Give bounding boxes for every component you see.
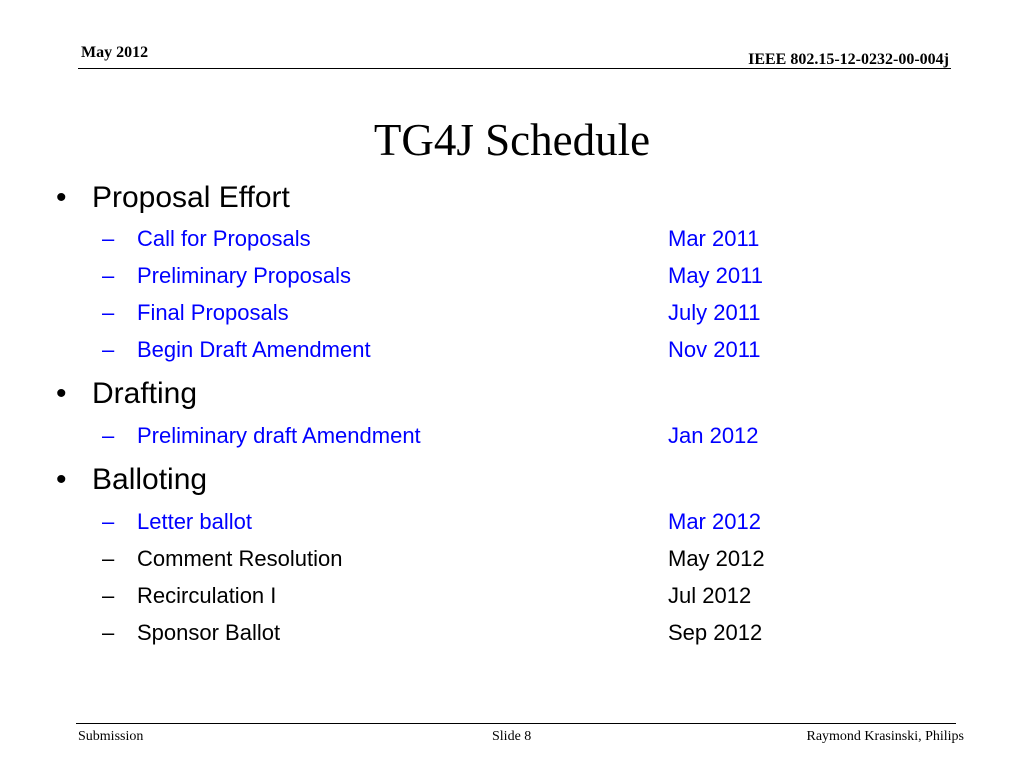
item-label: Preliminary draft Amendment [137,423,421,448]
footer-author: Raymond Krasinski, Philips [806,729,964,744]
bullet-icon: • [56,463,67,496]
item-label: Call for Proposals [137,226,311,251]
item-label: Recirculation I [137,583,277,608]
bullet-icon: • [56,377,67,410]
dash-icon: – [102,337,115,362]
item-date: May 2011 [668,263,763,288]
item-label: Final Proposals [137,300,289,325]
item-date: May 2012 [668,546,765,571]
item-label: Begin Draft Amendment [137,337,371,362]
item-label: Letter ballot [137,509,252,534]
section-label: Drafting [92,377,198,410]
header-divider [78,68,951,69]
item-date: Mar 2011 [668,226,760,251]
item-date: Mar 2012 [668,509,761,534]
dash-icon: – [102,620,115,645]
item-date: Jan 2012 [668,423,759,448]
dash-icon: – [102,546,115,571]
item-date: Jul 2012 [668,583,752,608]
bullet-icon: • [56,181,67,214]
dash-icon: – [102,423,115,448]
dash-icon: – [102,263,115,288]
item-label: Sponsor Ballot [137,620,281,645]
slide-header-date: May 2012 [81,44,149,61]
footer-divider [76,723,956,724]
item-date: July 2011 [668,300,761,325]
dash-icon: – [102,583,115,608]
dash-icon: – [102,226,115,251]
dash-icon: – [102,300,115,325]
section-label: Proposal Effort [92,181,290,214]
slide-title: TG4J Schedule [373,115,651,165]
dash-icon: – [102,509,115,534]
item-date: Nov 2011 [668,337,761,362]
item-label: Comment Resolution [137,546,343,571]
slide-header-docid: IEEE 802.15-12-0232-00-004j [748,51,949,68]
footer-submission: Submission [78,729,144,744]
footer-slide-number: Slide 8 [492,729,532,744]
item-label: Preliminary Proposals [137,263,351,288]
section-label: Balloting [92,463,208,496]
item-date: Sep 2012 [668,620,763,645]
